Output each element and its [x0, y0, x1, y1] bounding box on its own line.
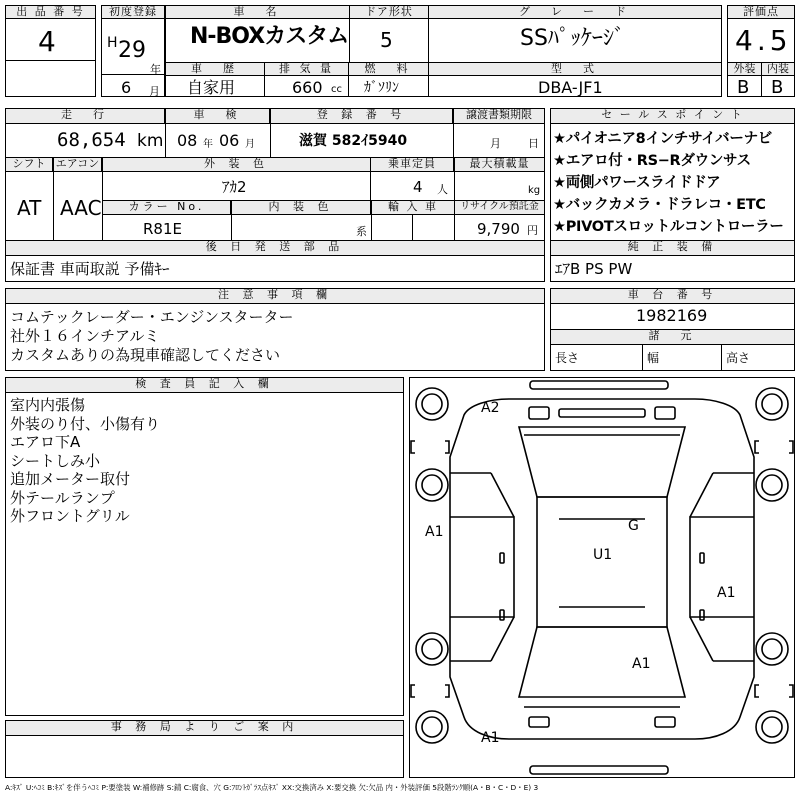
max-load-unit: kg — [528, 185, 541, 196]
shift-col — [5, 157, 54, 241]
later-parts-label: 後 日 発 送 部 品 — [5, 240, 545, 256]
diagram-mark-a1-bottom: A1 — [481, 730, 500, 746]
registration-month-unit: 月 — [149, 85, 160, 98]
registration-year-unit: 年 — [150, 63, 161, 76]
sales-point-item: ★パイオニア8インチサイバーナビ — [553, 131, 772, 147]
capacity-label: 乗車定員 — [370, 157, 454, 172]
fuel: ｶﾞｿﾘﾝ — [364, 80, 399, 96]
diagram-mark-u1: U1 — [593, 547, 613, 563]
mileage-col — [5, 108, 166, 158]
later-parts: 保証書 車両取説 予備ｷｰ — [10, 260, 170, 278]
displacement: 660 — [292, 78, 323, 97]
lot-number-divider — [5, 60, 96, 61]
diagram-mark-a1-rear: A1 — [632, 656, 651, 672]
model-code: DBA-JF1 — [538, 78, 603, 97]
registration-year: 29 — [118, 38, 146, 63]
exterior-grade: B — [737, 77, 750, 98]
sales-point-item: ★バックカメラ・ドラレコ・ETC — [553, 197, 766, 213]
lot-number-label: 出 品 番 号 — [5, 5, 96, 19]
inspection-year: 08 — [177, 131, 198, 150]
transfer-month: 月 — [490, 137, 501, 150]
first-registration-divider — [101, 74, 165, 75]
chassis-label: 車 台 番 号 — [550, 288, 795, 304]
capacity-unit: 人 — [437, 183, 448, 196]
score: 4.5 — [735, 24, 792, 57]
inspector-line: エアロ下A — [10, 433, 81, 451]
door-type: 5 — [380, 28, 393, 52]
max-load-label: 最大積載量 — [454, 157, 545, 172]
inspector-label: 検 査 員 記 入 欄 — [5, 377, 404, 393]
grade-split — [761, 62, 762, 97]
diagram-mark-a1-left: A1 — [425, 524, 444, 540]
notes-label: 注 意 事 項 欄 — [5, 288, 545, 304]
grade: SSﾊﾟｯｹｰｼﾞ — [520, 26, 625, 51]
era-letter: H — [107, 35, 118, 51]
interior-grade: B — [771, 77, 784, 98]
int-color-label: 内 装 色 — [231, 200, 371, 215]
lot-number: 4 — [38, 25, 56, 58]
color-no: R81E — [143, 220, 182, 238]
transfer-day: 日 — [528, 137, 539, 150]
door-col-border — [349, 5, 429, 63]
car-name: N-BOXカスタム — [190, 24, 349, 49]
mileage-unit: km — [137, 131, 164, 151]
sales-points-label: セ ー ル ス ポ イ ン ト — [550, 108, 795, 124]
dims-length: 長さ — [555, 351, 580, 365]
inspector-line: 外テールランプ — [10, 488, 115, 507]
model-code-label: 型 式 — [428, 62, 722, 76]
ext-color: ｱｶ2 — [222, 178, 247, 196]
ext-color-label: 外 装 色 — [102, 157, 371, 172]
dims-split-1 — [642, 344, 643, 371]
history-label: 車 歴 — [165, 62, 265, 76]
displacement-col — [264, 62, 349, 97]
car-diagram — [409, 377, 795, 778]
color-no-label: カラー No. — [102, 200, 231, 215]
inspector-list — [10, 396, 160, 526]
std-equipment-label: 純 正 装 備 — [550, 240, 795, 256]
sales-points-list — [553, 128, 793, 238]
chassis-number: 1982169 — [636, 306, 708, 325]
inspector-line: 外装のり付、小傷有り — [10, 414, 161, 433]
inspector-line: 追加メーター取付 — [10, 470, 131, 488]
plate-number: 滋賀 582ｲ5940 — [299, 133, 408, 149]
ac-col — [53, 157, 103, 241]
sales-point-item: ★両側パワースライドドア — [553, 175, 721, 191]
legend: A:ｷｽﾞ U:ﾍｺﾐ B:ｷｽﾞを伴うﾍｺﾐ P:要塗装 W:補修跡 S:錆 C:腐食、穴 G:ﾌﾛﾝﾄｶﾞﾗｽ点ｷｽﾞ XX:交換済み X:要交換 欠:欠品 内・外装評価 5段階ﾗﾝｸ順(A・B・C・D・E) 3 — [5, 783, 539, 792]
history-col — [165, 62, 265, 97]
history: 自家用 — [187, 78, 236, 97]
diagram-mark-g: G — [628, 518, 639, 534]
recycle-label: リサイクル預託金 — [454, 200, 545, 215]
note-line: コムテックレーダー・エンジンスターター — [10, 308, 294, 326]
note-line: カスタムありの為現車確認してください — [10, 346, 281, 364]
ac-label: エアコン — [53, 157, 102, 172]
dims-width: 幅 — [647, 351, 660, 365]
grade-label: グ レ ー ド — [428, 5, 722, 19]
plate-col — [270, 108, 454, 158]
shift: AT — [17, 196, 42, 220]
plate-label: 登 録 番 号 — [270, 108, 453, 124]
inspector-line: 室内内張傷 — [10, 396, 86, 414]
mileage-label: 走 行 — [5, 108, 165, 124]
capacity-col — [370, 157, 455, 201]
inspection-label: 車 検 — [165, 108, 270, 124]
mileage: 68,654 — [57, 129, 126, 151]
int-color-col — [231, 200, 372, 241]
displacement-unit: cc — [331, 84, 342, 95]
exterior-grade-label: 外装 — [727, 62, 762, 76]
inspection-year-unit: 年 — [203, 139, 213, 150]
diagram-mark-a2: A2 — [481, 400, 500, 416]
import-col — [371, 200, 455, 241]
interior-grade-label: 内装 — [761, 62, 795, 76]
inspector-line: シートしみ小 — [10, 451, 101, 470]
std-equipment: ｴｱB PS PW — [555, 260, 633, 278]
score-label: 評価点 — [727, 5, 795, 19]
color-no-col — [102, 200, 232, 241]
displacement-label: 排 気 量 — [264, 62, 349, 76]
dims-height: 高さ — [726, 351, 751, 365]
first-registration-label: 初度登録 — [101, 5, 165, 19]
fuel-col — [348, 62, 429, 97]
import-label: 輸 入 車 — [371, 200, 455, 215]
car-name-label: 車 名 — [165, 5, 350, 19]
sales-point-item: ★エアロ付・RS−Rダウンサス — [553, 153, 751, 169]
inspection-month-unit: 月 — [245, 139, 255, 150]
inspector-line: 外フロントグリル — [10, 507, 130, 525]
recycle-amount: 9,790 — [477, 220, 520, 238]
dims-label: 諸 元 — [550, 329, 795, 345]
inspection-col — [165, 108, 271, 158]
transfer-deadline-label: 譲渡書類期限 — [453, 108, 545, 124]
ac: AAC — [60, 196, 102, 220]
note-line: 社外１６インチアルミ — [10, 327, 160, 345]
int-color-unit: 系 — [356, 225, 367, 238]
sales-point-item: ★PIVOTスロットルコントローラー — [553, 219, 784, 235]
office-label: 事 務 局 よ り ご 案 内 — [5, 720, 404, 736]
shift-label: シフト — [5, 157, 53, 172]
diagram-mark-a1-right: A1 — [717, 585, 736, 601]
inspection-month: 06 — [219, 131, 240, 150]
notes-list — [10, 308, 294, 365]
dims-split-2 — [721, 344, 722, 371]
door-type-label: ドア形状 — [349, 5, 429, 19]
fuel-label: 燃 料 — [348, 62, 429, 76]
capacity: 4 — [413, 178, 423, 196]
recycle-unit: 円 — [527, 224, 538, 237]
registration-month: 6 — [121, 78, 132, 97]
